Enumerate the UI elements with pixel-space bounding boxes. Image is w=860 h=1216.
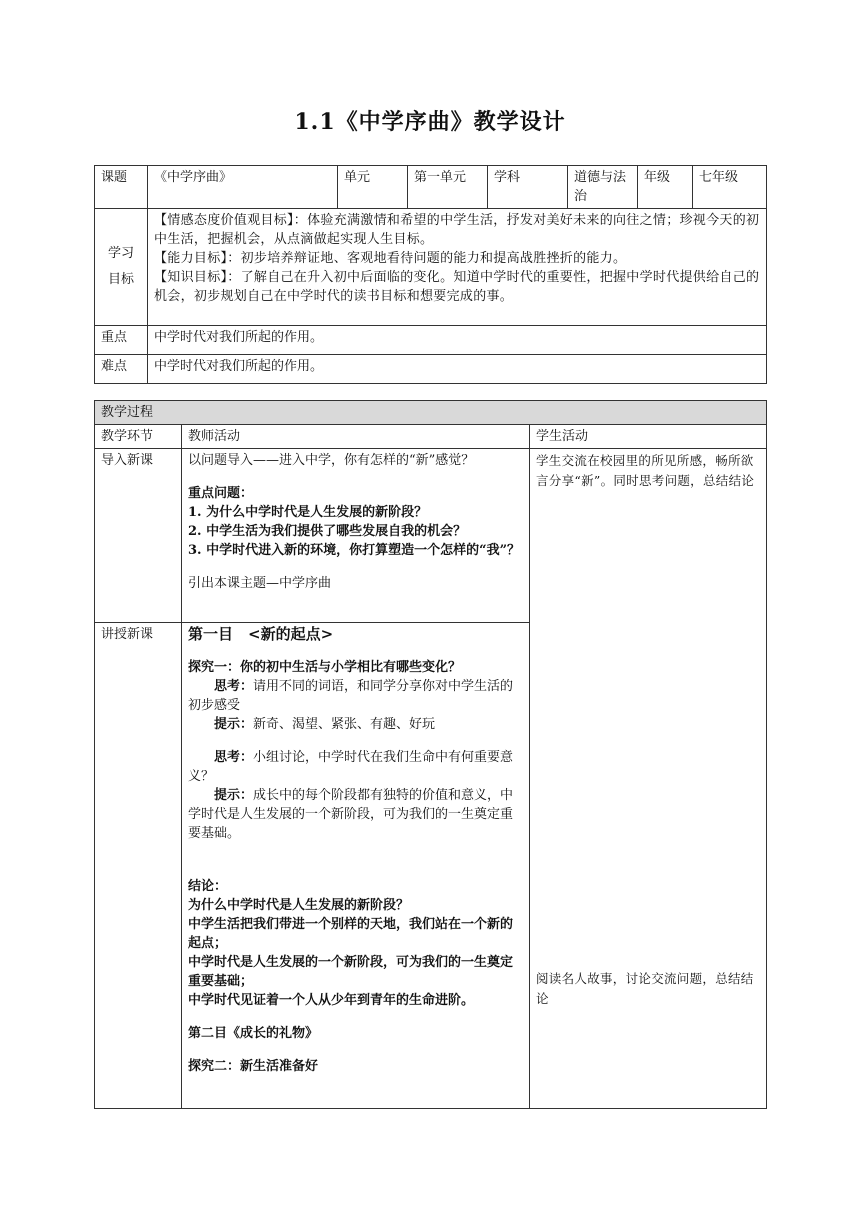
page-title: 1.1《中学序曲》教学设计 <box>294 109 566 135</box>
key-question-2: 2. 中学生活为我们提供了哪些发展自我的机会？ <box>188 524 467 539</box>
explore2: 探究二：新生活准备好 <box>188 1059 319 1074</box>
intro-question: 以问题导入——进入中学，你有怎样的“新”感觉？ <box>188 453 475 468</box>
key-question-3: 3. 中学时代进入新的环境，你打算塑造一个怎样的“我”？ <box>188 543 521 558</box>
conclusion-2: 中学时代是人生发展的一个新阶段，可为我们的一生奠定重要基础； <box>188 955 514 989</box>
lead-topic: 引出本课主题—中学序曲 <box>188 576 332 591</box>
grade-label: 年级 <box>638 166 693 209</box>
hint2 <box>188 786 523 843</box>
goals-label-line2: 目标 <box>107 272 134 287</box>
hint1 <box>188 715 523 734</box>
key-point-value: 中学时代对我们所起的作用。 <box>148 326 767 355</box>
goal-knowledge: 【知识目标】：了解自己在升入初中后面临的变化。知道中学时代的重要性，把握中学时代提供给自己的机会，初步规划自己在中学时代的读书目标和想要完成的事。 <box>154 270 760 304</box>
goals-label <box>95 209 148 326</box>
think2-text: 小组讨论，中学时代在我们生命中有何重要意义？ <box>188 750 514 784</box>
hint1-label: 提示： <box>214 717 254 732</box>
unit-value: 第一单元 <box>408 166 488 209</box>
key-point-label: 重点 <box>95 326 148 355</box>
explore1: 探究一：你的初中生活与小学相比有哪些变化？ <box>188 660 462 675</box>
grade-value: 七年级 <box>693 166 767 209</box>
goals-cell <box>148 209 767 326</box>
hint2-text: 成长中的每个阶段都有独特的价值和意义，中学时代是人生发展的一个新阶段，可为我们的一生奠定重要基础。 <box>188 788 514 841</box>
course-label: 课题 <box>95 166 148 209</box>
teaching-process-table <box>94 400 767 1109</box>
lesson-info-table <box>94 165 767 384</box>
difficult-point-label: 难点 <box>95 355 148 384</box>
goal-ability: 【能力目标】：初步培养辩证地、客观地看待问题的能力和提高战胜挫折的能力。 <box>154 251 627 266</box>
col-stage-header: 教学环节 <box>95 425 182 449</box>
hint2-label: 提示： <box>214 788 254 803</box>
think1-label: 思考： <box>214 679 254 694</box>
course-value: 《中学序曲》 <box>148 166 338 209</box>
process-header: 教学过程 <box>95 401 767 425</box>
col-teacher-header: 教师活动 <box>182 425 530 449</box>
teacher-intro-cell <box>182 449 530 623</box>
think2 <box>188 748 523 786</box>
student-activity-2: 阅读名人故事，讨论交流问题，总结结论 <box>536 971 754 1006</box>
key-question-1: 1. 为什么中学时代是人生发展的新阶段？ <box>188 505 428 520</box>
unit-label: 单元 <box>338 166 408 209</box>
think2-label: 思考： <box>214 750 254 765</box>
conclusion-3: 中学时代见证着一个人从少年到青年的生命进阶。 <box>188 993 475 1008</box>
student-activity-cell <box>530 449 767 1109</box>
subject-label: 学科 <box>488 166 568 209</box>
key-questions-title: 重点问题： <box>188 486 254 501</box>
conclusion-question: 为什么中学时代是人生发展的新阶段？ <box>188 898 410 913</box>
stage-intro: 导入新课 <box>95 449 182 623</box>
conclusion-label: 结论： <box>188 879 228 894</box>
section1-title: 第一目 <新的起点> <box>188 625 334 643</box>
subject-value: 道德与法治 <box>568 166 638 209</box>
section2-title: 第二目《成长的礼物》 <box>188 1026 319 1041</box>
teacher-teaching-cell <box>182 623 530 1109</box>
stage-teaching: 讲授新课 <box>95 623 182 1109</box>
student-activity-1: 学生交流在校园里的所见所感，畅所欲言分享“新”。同时思考问题，总结结论 <box>536 453 755 488</box>
hint1-text: 新奇、渴望、紧张、有趣、好玩 <box>253 717 436 732</box>
think1 <box>188 677 523 715</box>
conclusion-1: 中学生活把我们带进一个别样的天地，我们站在一个新的起点； <box>188 917 514 951</box>
goals-label-line1: 学习 <box>107 246 134 261</box>
think1-text: 请用不同的词语，和同学分享你对中学生活的初步感受 <box>188 679 514 713</box>
difficult-point-value: 中学时代对我们所起的作用。 <box>148 355 767 384</box>
col-student-header: 学生活动 <box>530 425 767 449</box>
goal-emotion: 【情感态度价值观目标】：体验充满激情和希望的中学生活，抒发对美好未来的向往之情；珍视今天的初中生活，把握机会，从点滴做起实现人生目标。 <box>154 213 760 247</box>
